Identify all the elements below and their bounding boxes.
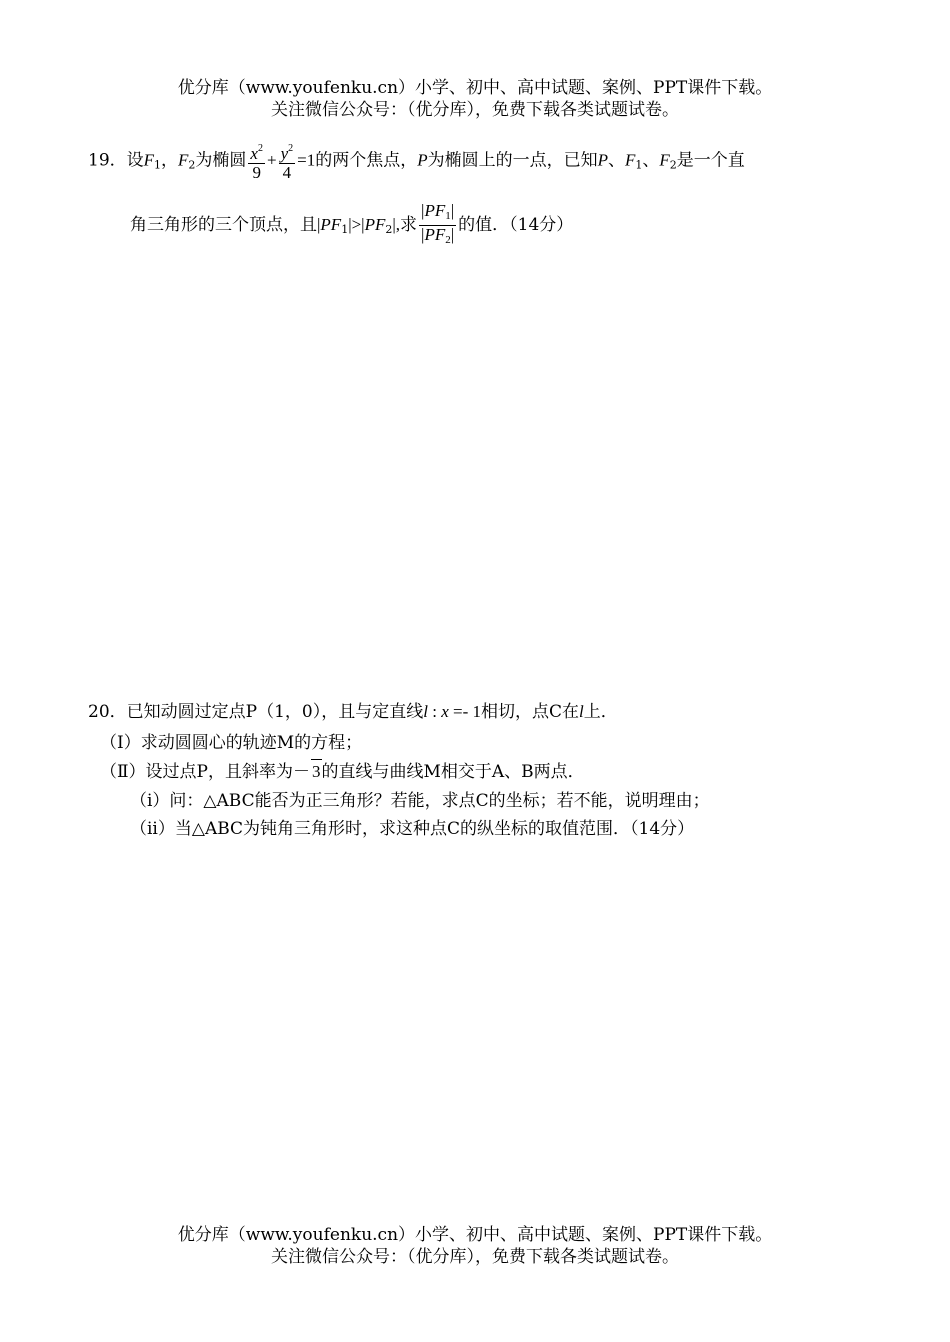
q20-line-1: [88, 700, 618, 724]
abs-pf1-open: |: [317, 215, 321, 234]
greater-than: |>|: [348, 215, 365, 234]
q20-number: 20．: [88, 702, 127, 722]
y-var: y: [280, 144, 289, 163]
q19-number: 19．: [88, 150, 127, 171]
sqrt-three-radicand: 3: [312, 762, 321, 781]
f1-symbol-2: F: [624, 150, 636, 170]
q20-part-2-text-a: （Ⅱ）设过点P，且斜率为－: [100, 762, 310, 782]
l-symbol-2: l: [579, 702, 584, 721]
q20-text-3: 上．: [583, 702, 618, 722]
header-ad-line-1: 优分库（www.youfenku.cn）小学、初中、高中试题、案例、PPT课件下载。: [177, 78, 773, 98]
q20-part-2-ii: （ii）当△ABC为钝角三角形时，求这种点C的纵坐标的取值范围．（14分）: [130, 819, 695, 839]
p-symbol-2: P: [597, 150, 608, 170]
q20-part-2-i: （i）问：△ABC能否为正三角形？若能，求点C的坐标；若不能，说明理由；: [130, 791, 710, 811]
l-colon: :: [427, 702, 442, 721]
footer-ad-line-2: 关注微信公众号：（优分库），免费下载各类试题试卷。: [271, 1247, 679, 1267]
x-exponent: 2: [257, 143, 263, 154]
x2-over-9-fraction: [248, 140, 265, 182]
q19-line-1: [88, 140, 745, 182]
pf2-pf: PF: [364, 215, 386, 234]
q19-text-7: 的值．（14分）: [458, 215, 574, 235]
four-denominator: 4: [282, 163, 292, 182]
sqrt-three: [311, 759, 322, 784]
pf2-subscript: 2: [385, 223, 393, 236]
ratio-fraction: [419, 202, 456, 249]
q20-text-1: 已知动圆过定点P（1，0），且与定直线: [126, 702, 424, 722]
dun-2: 、: [642, 150, 660, 171]
ratio-den-bar-1: |: [421, 225, 425, 244]
f2-symbol-2: F: [659, 150, 670, 170]
x-symbol: x: [441, 702, 449, 721]
ratio-num-pf: PF: [424, 201, 446, 220]
y2-over-4-fraction: [279, 140, 296, 182]
nine-denominator: 9: [252, 163, 261, 182]
q19-line-2: [130, 202, 573, 249]
q19-text-2: 为椭圆: [195, 150, 247, 171]
q20-part-2: [100, 759, 585, 784]
plus-sign: +: [266, 150, 277, 170]
q19-text-1: 设: [126, 150, 144, 171]
q19-text-5: 是一个直: [676, 150, 745, 171]
f2-subscript-2: 2: [669, 158, 677, 172]
pf1-subscript: 1: [341, 223, 349, 236]
y-exponent: 2: [288, 143, 294, 154]
ratio-den-pf: PF: [424, 225, 446, 244]
q19-comma: ，: [161, 150, 179, 171]
ratio-num-bar-1: |: [421, 201, 425, 220]
ratio-num-sub: 1: [445, 210, 451, 222]
f1-symbol: F: [143, 150, 155, 170]
f2-symbol: F: [178, 150, 189, 170]
p-symbol: P: [417, 150, 428, 170]
f1-subscript: 1: [154, 158, 162, 172]
q19-text-6: 角三角形的三个顶点，且: [130, 215, 317, 235]
footer-ad-line-1: 优分库（www.youfenku.cn）小学、初中、高中试题、案例、PPT课件下载。: [177, 1225, 773, 1245]
q20-part-1: （Ⅰ）求动圆圆心的轨迹M的方程；: [100, 733, 363, 753]
f2-subscript: 2: [188, 158, 196, 172]
f1-subscript-2: 1: [635, 158, 643, 172]
dun-1: 、: [607, 150, 625, 171]
ratio-den-sub: 2: [445, 234, 451, 246]
x-var: x: [250, 144, 258, 163]
equals-one: =1: [297, 150, 316, 170]
q19-text-3: 的两个焦点，: [315, 150, 418, 171]
ratio-den-bar-2: |: [450, 225, 455, 244]
q20-text-2: 相切，点C在: [480, 702, 579, 722]
q20-part-2-text-b: 的直线与曲线M相交于A、B两点．: [321, 762, 585, 782]
abs-pf2-close-qiu: |,求: [392, 215, 418, 234]
ratio-num-bar-2: |: [450, 201, 455, 220]
q19-text-4: 为椭圆上的一点，已知: [427, 150, 598, 171]
equals-minus-one: =- 1: [448, 702, 481, 721]
pf1-pf: PF: [320, 215, 342, 234]
header-ad-line-2: 关注微信公众号：（优分库），免费下载各类试题试卷。: [271, 100, 679, 120]
l-symbol: l: [423, 702, 428, 721]
